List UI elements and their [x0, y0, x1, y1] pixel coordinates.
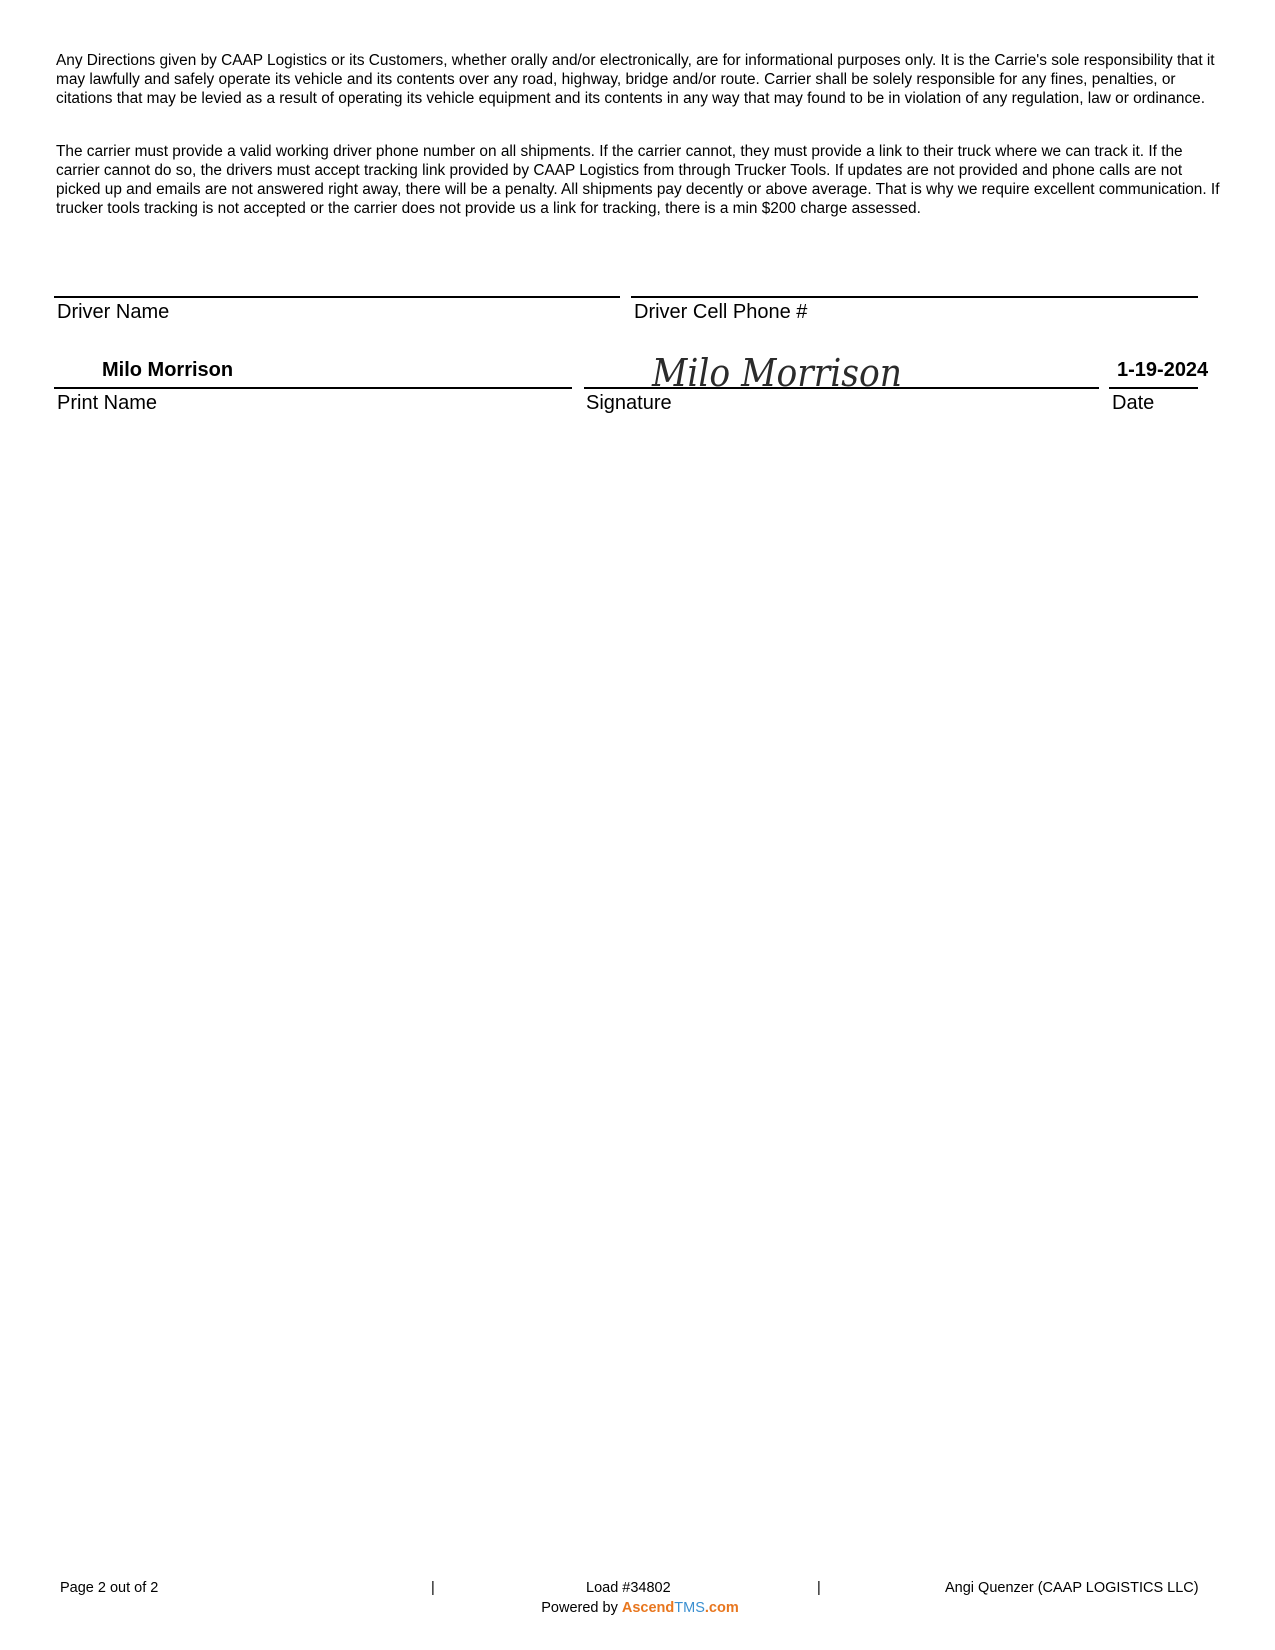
- date-value: 1-19-2024: [1117, 359, 1209, 381]
- terms-paragraph-directions: Any Directions given by CAAP Logistics or its Customers, whether orally and/or electronically, are for informational purposes only. It is the Carrie's sole responsibility that it may lawfully and safely operate its vehicle and its contents over any road, highway, bridge and/or route. Carrier shall be solely responsible for any fines, penalties, or citations that may be levied as a result of operating its vehicle equipment and its contents in any way that may found to be in violation of any regulation, law or ordinance.: [56, 52, 1215, 107]
- driver-name-line: [54, 296, 620, 298]
- brand-com: .com: [704, 1600, 739, 1616]
- signature-label: Signature: [586, 392, 672, 414]
- driver-phone-label: Driver Cell Phone #: [634, 301, 808, 323]
- print-name-value: Milo Morrison: [102, 359, 234, 381]
- handwritten-signature: [650, 340, 910, 398]
- footer-user: Angi Quenzer (CAAP LOGISTICS LLC): [945, 1580, 1199, 1596]
- footer-separator-left: |: [431, 1580, 435, 1596]
- brand-tms: TMS: [674, 1600, 705, 1616]
- terms-paragraph-tracking: The carrier must provide a valid working driver phone number on all shipments. If the carrier cannot, they must provide a link to their truck where we can track it. If the carrier cannot do so, the drivers must accept tracking link provided by CAAP Logistics from through Trucker Tools. If updates are not provided and phone calls are not picked up and emails are not answered right away, there will be a penalty. All shipments pay decently or above average. That is why we require excellent communication. If trucker tools tracking is not accepted or the carrier does not provide us a link for tracking, there is a min $200 charge assessed.: [56, 143, 1220, 217]
- footer-page-number: Page 2 out of 2: [60, 1580, 159, 1596]
- signature-line: [584, 387, 1099, 389]
- date-label: Date: [1112, 392, 1155, 414]
- powered-by-label: Powered by: [541, 1600, 618, 1616]
- footer-load-number: Load #34802: [586, 1580, 671, 1596]
- date-line: [1109, 387, 1198, 389]
- print-name-line: [54, 387, 572, 389]
- driver-phone-line: [631, 296, 1198, 298]
- signature-text: Milo Morrison: [651, 351, 902, 395]
- footer-separator-right: |: [817, 1580, 821, 1596]
- powered-by: [530, 1600, 750, 1617]
- driver-name-label: Driver Name: [57, 301, 170, 323]
- brand-ascend: Ascend: [621, 1600, 675, 1616]
- print-name-label: Print Name: [57, 392, 158, 414]
